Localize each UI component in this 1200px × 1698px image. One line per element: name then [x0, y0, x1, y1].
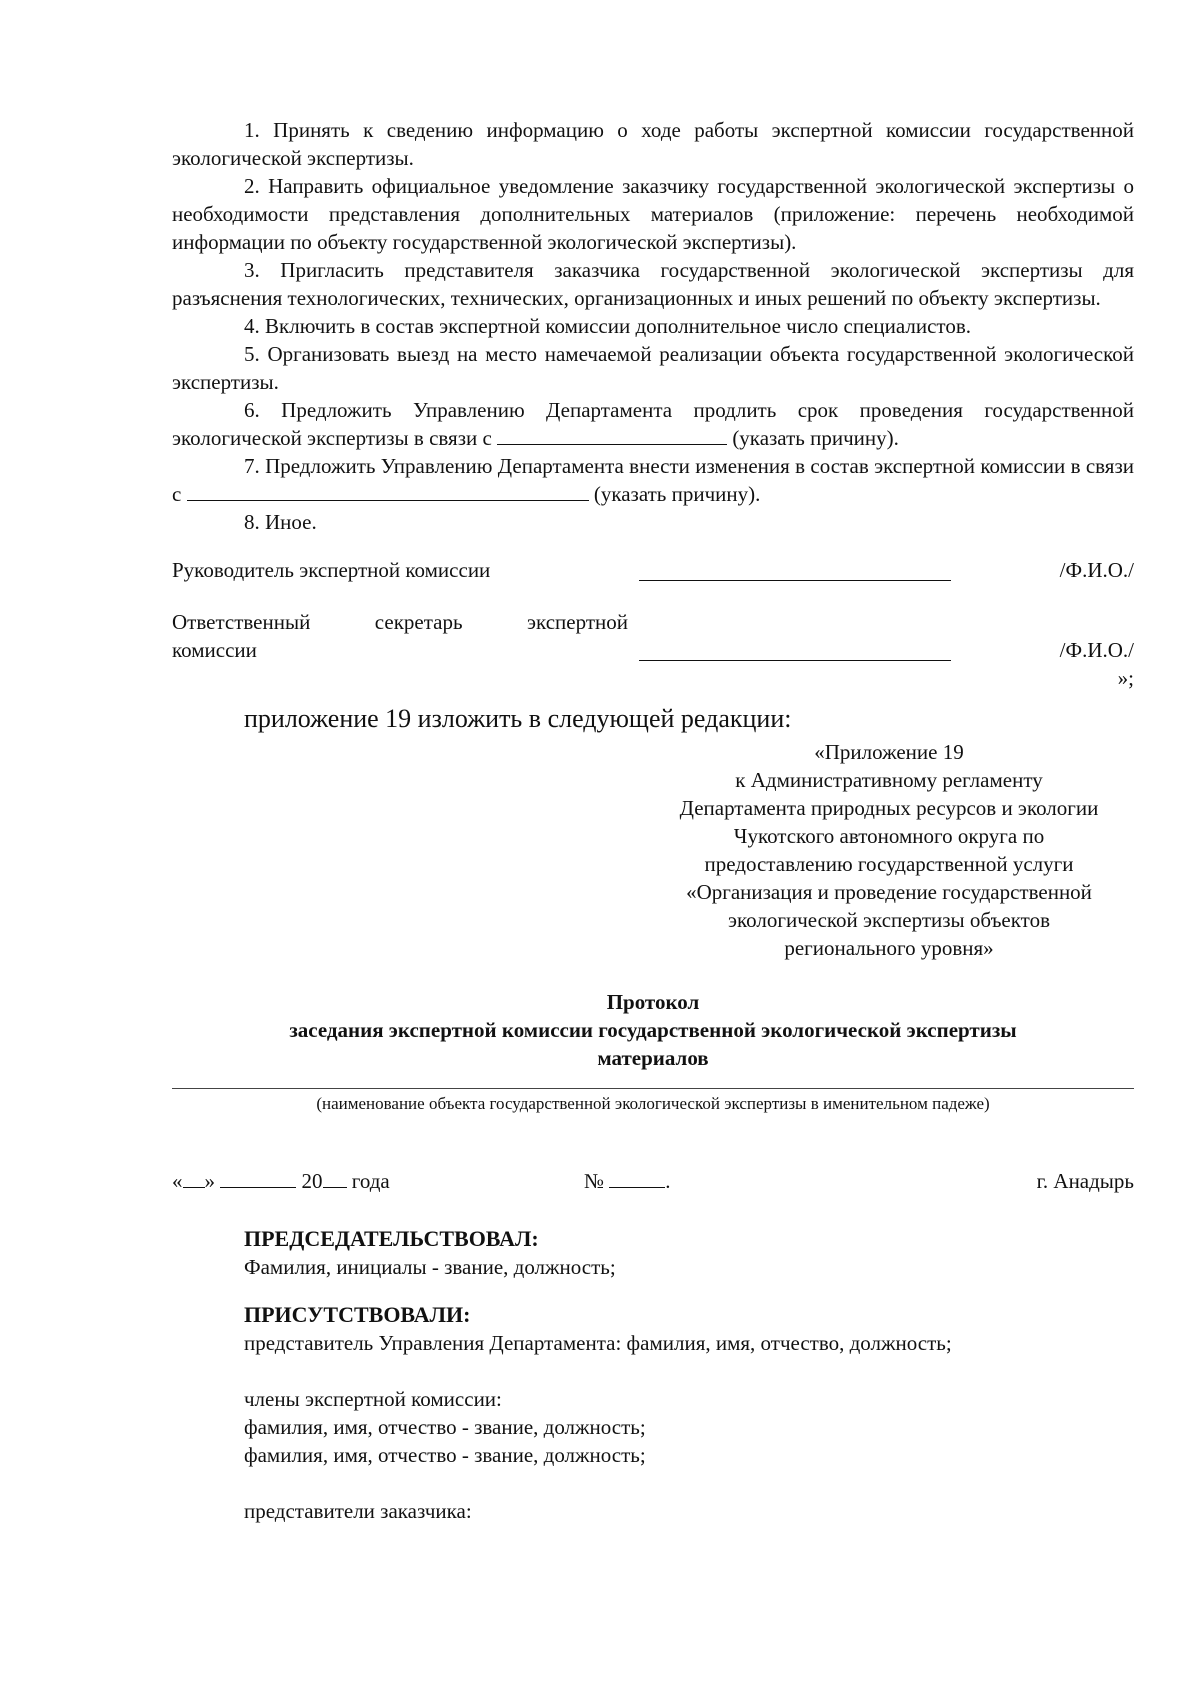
date-open-quote: « — [172, 1169, 183, 1193]
item-7-tail: (указать причину). — [593, 482, 761, 506]
chaired-line: Фамилия, инициалы - звание, должность; — [244, 1255, 616, 1279]
amendment-line: приложение 19 изложить в следующей редакции: — [244, 704, 792, 733]
number-field — [584, 1167, 671, 1195]
month-blank — [220, 1169, 296, 1188]
members-label: члены экспертной комиссии: — [244, 1387, 502, 1411]
appendix-line-2: к Административному регламенту — [735, 768, 1043, 792]
head-signature-row — [172, 556, 1134, 584]
item-7-blank — [187, 482, 589, 501]
item-6-tail: (указать причину). — [732, 426, 899, 450]
customer-label: представители заказчика: — [244, 1499, 472, 1523]
city: г. Анадырь — [1036, 1169, 1134, 1193]
item-5: 5. Организовать выезд на место намечаемой реализации объекта государственной экологической экспертизы. — [172, 342, 1134, 394]
item-8: 8. Иное. — [244, 510, 317, 534]
item-6 — [172, 396, 1134, 452]
appendix-line-5: предоставлению государственной услуги — [704, 852, 1074, 876]
member-line-2: фамилия, имя, отчество - звание, должность; — [244, 1443, 646, 1467]
appendix-line-8: регионального уровня» — [784, 936, 994, 960]
day-blank — [183, 1169, 205, 1188]
appendix-line-3: Департамента природных ресурсов и экологии — [679, 796, 1099, 820]
object-name-line — [172, 1088, 1134, 1089]
protocol-title-1: Протокол — [606, 990, 700, 1014]
appendix-line-6: «Организация и проведение государственной — [686, 880, 1092, 904]
chaired-heading: ПРЕДСЕДАТЕЛЬСТВОВАЛ: — [244, 1226, 539, 1251]
chaired-section — [244, 1225, 1134, 1281]
number-end: . — [665, 1169, 671, 1193]
present-section — [244, 1301, 1134, 1525]
closing-quote: »; — [1117, 666, 1134, 690]
number-blank — [609, 1169, 665, 1188]
appendix-line-4: Чукотского автономного округа по — [733, 824, 1045, 848]
head-signature-fio: /Ф.И.О./ — [1059, 558, 1134, 582]
appendix-line-1: «Приложение 19 — [814, 740, 964, 764]
protocol-title — [172, 988, 1134, 1072]
protocol-title-3: материалов — [597, 1046, 709, 1070]
secretary-signature-line — [639, 660, 951, 661]
head-signature-line — [639, 580, 951, 581]
member-line-1: фамилия, имя, отчество - звание, должность; — [244, 1415, 646, 1439]
item-4: 4. Включить в состав экспертной комиссии дополнительное число специалистов. — [244, 314, 972, 338]
year-prefix: 20 — [301, 1169, 323, 1193]
secretary-label-1: Ответственный секретарь экспертной — [172, 610, 628, 634]
number-label: № — [584, 1169, 605, 1193]
item-7-text: 7. Предложить Управлению Департамента внести изменения в состав экспертной комиссии в связи с — [172, 454, 1134, 506]
year-suffix: года — [351, 1169, 390, 1193]
appendix-line-7: экологической экспертизы объектов — [727, 908, 1050, 932]
present-rep-line: представитель Управления Департамента: фамилия, имя, отчество, должность; — [244, 1331, 952, 1355]
object-caption: (наименование объекта государственной экологической экспертизы в именительном падеже) — [316, 1094, 990, 1113]
item-1: 1. Принять к сведению информацию о ходе работы экспертной комиссии государственной экологической экспертизы. — [172, 118, 1134, 170]
item-7 — [172, 452, 1134, 508]
item-3: 3. Пригласить представителя заказчика государственной экологической экспертизы для разъяснения технологических, технических, организационных и иных решений по объекту экспертизы. — [172, 258, 1134, 310]
appendix-header — [644, 738, 1134, 962]
item-2: 2. Направить официальное уведомление заказчику государственной экологической экспертизы о необходимости представления дополнительных материалов (приложение: перечень необходимой информации по объекту государственной экологической экспертизы). — [172, 174, 1134, 254]
item-6-blank — [497, 426, 727, 445]
item-6-text: 6. Предложить Управлению Департамента продлить срок проведения государственной экологической экспертизы в связи с — [172, 398, 1134, 450]
date-row — [172, 1167, 1134, 1197]
date-close-quote: » — [204, 1169, 215, 1193]
present-heading: ПРИСУТСТВОВАЛИ: — [244, 1302, 471, 1327]
document-page — [172, 116, 1134, 1525]
secretary-label-2: комиссии — [172, 638, 257, 662]
date-field — [172, 1167, 390, 1195]
secretary-signature-fio: /Ф.И.О./ — [1059, 638, 1134, 662]
head-signature-label: Руководитель экспертной комиссии — [172, 558, 491, 582]
protocol-title-2: заседания экспертной комиссии государственной экологической экспертизы — [289, 1018, 1017, 1042]
year-blank — [323, 1169, 347, 1188]
secretary-label-row — [172, 608, 1134, 636]
secretary-signature-row — [172, 636, 1134, 664]
